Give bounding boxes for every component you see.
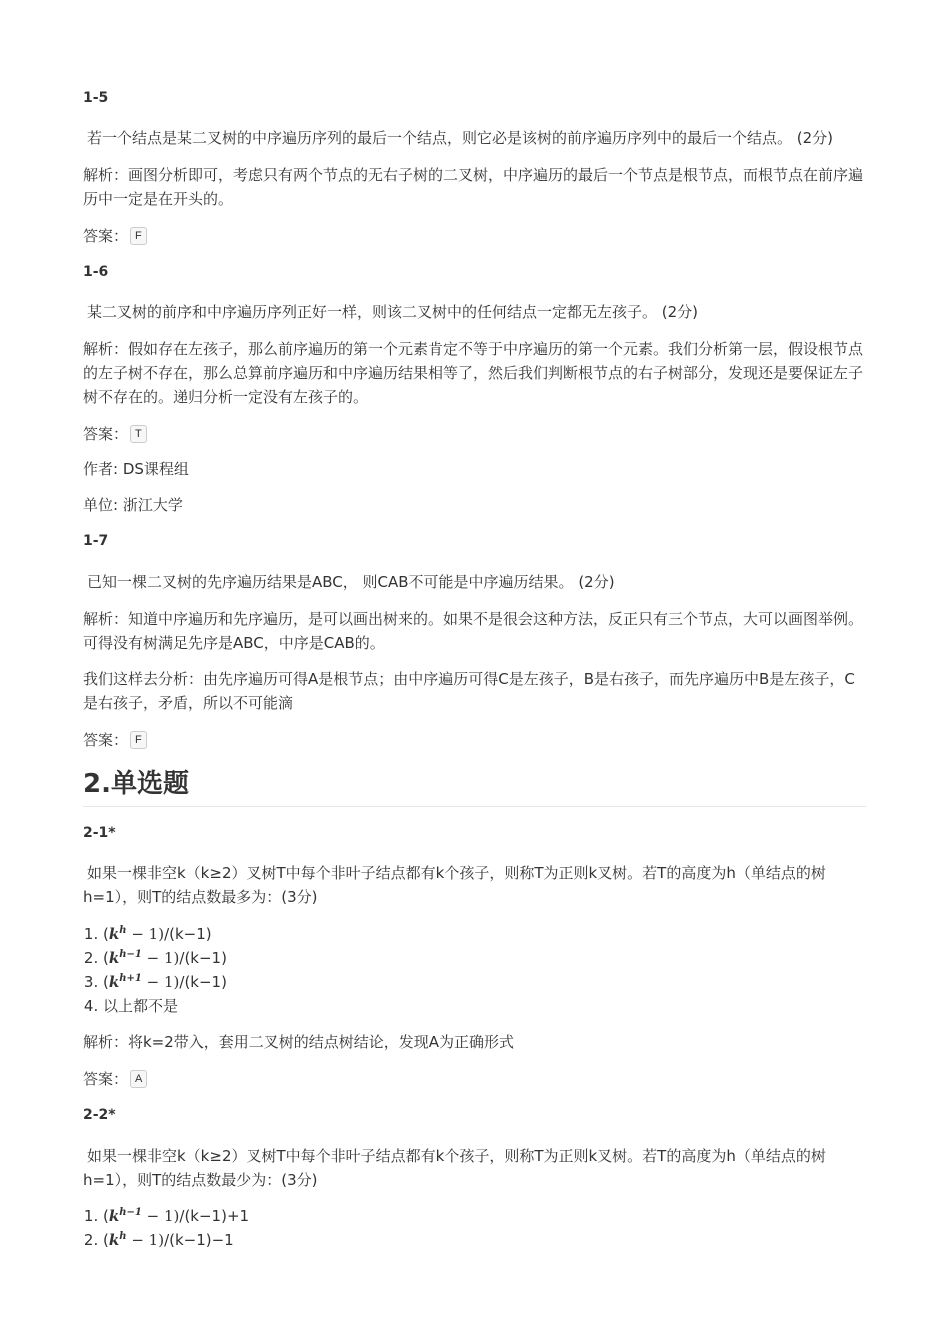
formula-rest: /(k−1) [164,925,212,943]
question-id: 2-1* [83,825,116,841]
answer-badge: F [130,227,147,245]
question-text [83,300,866,324]
formula-minus-one: − 1) [131,925,165,943]
formula-base: k [108,1207,120,1225]
option-list [83,1204,866,1252]
section-heading [83,767,866,801]
question-id: 1-5 [83,90,109,106]
answer-line [83,1067,866,1091]
question-stem: 如果一棵非空k（k≥2）叉树T中每个非叶子结点都有k个孩子，则称T为正则k叉树。若T的高度为h（单结点的树h=1），则T的结点数最少为：(3分) [83,1147,826,1189]
formula-minus-one: − 1) [146,1207,180,1225]
answer-badge: T [130,425,147,443]
option-list [83,922,866,1018]
option-b[interactable]: 2. $(k^{h-1} - 1)/(k-1)$ [103,946,866,970]
analysis-text: 解析：画图分析即可，考虑只有两个节点的无右子树的二叉树，中序遍历的最后一个节点是根节点，而根节点在前序遍历中一定是在开头的。 [83,166,864,208]
option-c[interactable]: 3. $(k^{h+1} - 1)/(k-1)$ [103,970,866,994]
formula-exponent: h−1 [119,949,142,960]
question-text [83,126,866,150]
answer-badge: A [130,1070,147,1088]
answer-line [83,224,866,248]
formula-minus-one: − 1) [146,949,180,967]
formula-rest: /(k−1)−1 [164,1231,234,1249]
formula-exponent: h [119,1231,127,1242]
option-b[interactable]: 2. $(k^h - 1)/(k-1)-1$ [103,1228,866,1252]
option-d[interactable]: 4. 以上都不是 [103,994,866,1018]
question-id: 2-2* [83,1107,116,1123]
formula-exponent: h−1 [119,1207,142,1218]
formula-base: k [108,925,120,943]
answer-label: 答案： [83,227,129,245]
analysis-text: 解析：假如存在左孩子，那么前序遍历的第一个元素肯定不等于中序遍历的第一个元素。我们分析第一层，假设根节点的左子树不存在，那么总算前序遍历和中序遍历结果相等了，然后我们判断根节点的右子树部分，发现还是要保证左子树不存在的。递归分析一定没有左孩子的。 [83,340,864,406]
question-text [83,570,866,594]
formula-base: k [108,973,120,991]
answer-label: 答案： [83,425,129,443]
formula-exponent: h [119,925,127,936]
formula-minus-one: − 1) [146,973,180,991]
question-id: 1-7 [83,533,109,549]
question-stem: 如果一棵非空k（k≥2）叉树T中每个非叶子结点都有k个孩子，则称T为正则k叉树。若T的高度为h（单结点的树h=1），则T的结点数最多为：(3分) [83,864,826,906]
question-stem: 某二叉树的前序和中序遍历序列正好一样，则该二叉树中的任何结点一定都无左孩子。 (2分) [87,303,699,321]
formula-base: k [108,1231,120,1249]
answer-label: 答案： [83,731,129,749]
unit-line: 单位: 浙江大学 [83,496,183,514]
answer-label: 答案： [83,1070,129,1088]
formula-base: k [108,949,120,967]
analysis-text: 解析：知道中序遍历和先序遍历，是可以画出树来的。如果不是很会这种方法，反正只有三个节点，大可以画图举例。可得没有树满足先序是ABC，中序是CAB的。 [83,610,864,652]
option-a[interactable]: 1. $(k^h - 1)/(k-1)$ [103,922,866,946]
question-stem: 已知一棵二叉树的先序遍历结果是ABC， 则CAB不可能是中序遍历结果。 (2分) [87,573,615,591]
answer-line [83,422,866,446]
question-stem: 若一个结点是某二叉树的中序遍历序列的最后一个结点，则它必是该树的前序遍历序列中的最后一个结点。 (2分) [87,129,834,147]
formula-rest: /(k−1) [179,949,227,967]
formula-exponent: h+1 [119,973,142,984]
formula-rest: /(k−1)+1 [179,1207,250,1225]
section-title: 2.单选题 [83,769,189,799]
option-a[interactable]: 1. $(k^{h-1} - 1)/(k-1)+1$ [103,1204,866,1228]
answer-line [83,728,866,752]
formula-rest: /(k−1) [179,973,227,991]
section-divider [83,806,866,807]
answer-badge: F [130,731,147,749]
author-line: 作者: DS课程组 [83,460,189,478]
analysis-text: 解析：将k=2带入，套用二叉树的结点树结论，发现A为正确形式 [83,1033,515,1051]
question-text [83,1144,866,1192]
analysis-text-2: 我们这样去分析：由先序遍历可得A是根节点；由中序遍历可得C是左孩子，B是右孩子，而先序遍历中B是左孩子，C是右孩子，矛盾，所以不可能滴 [83,670,855,712]
formula-minus-one: − 1) [131,1231,165,1249]
question-id: 1-6 [83,264,109,280]
question-text [83,861,866,909]
